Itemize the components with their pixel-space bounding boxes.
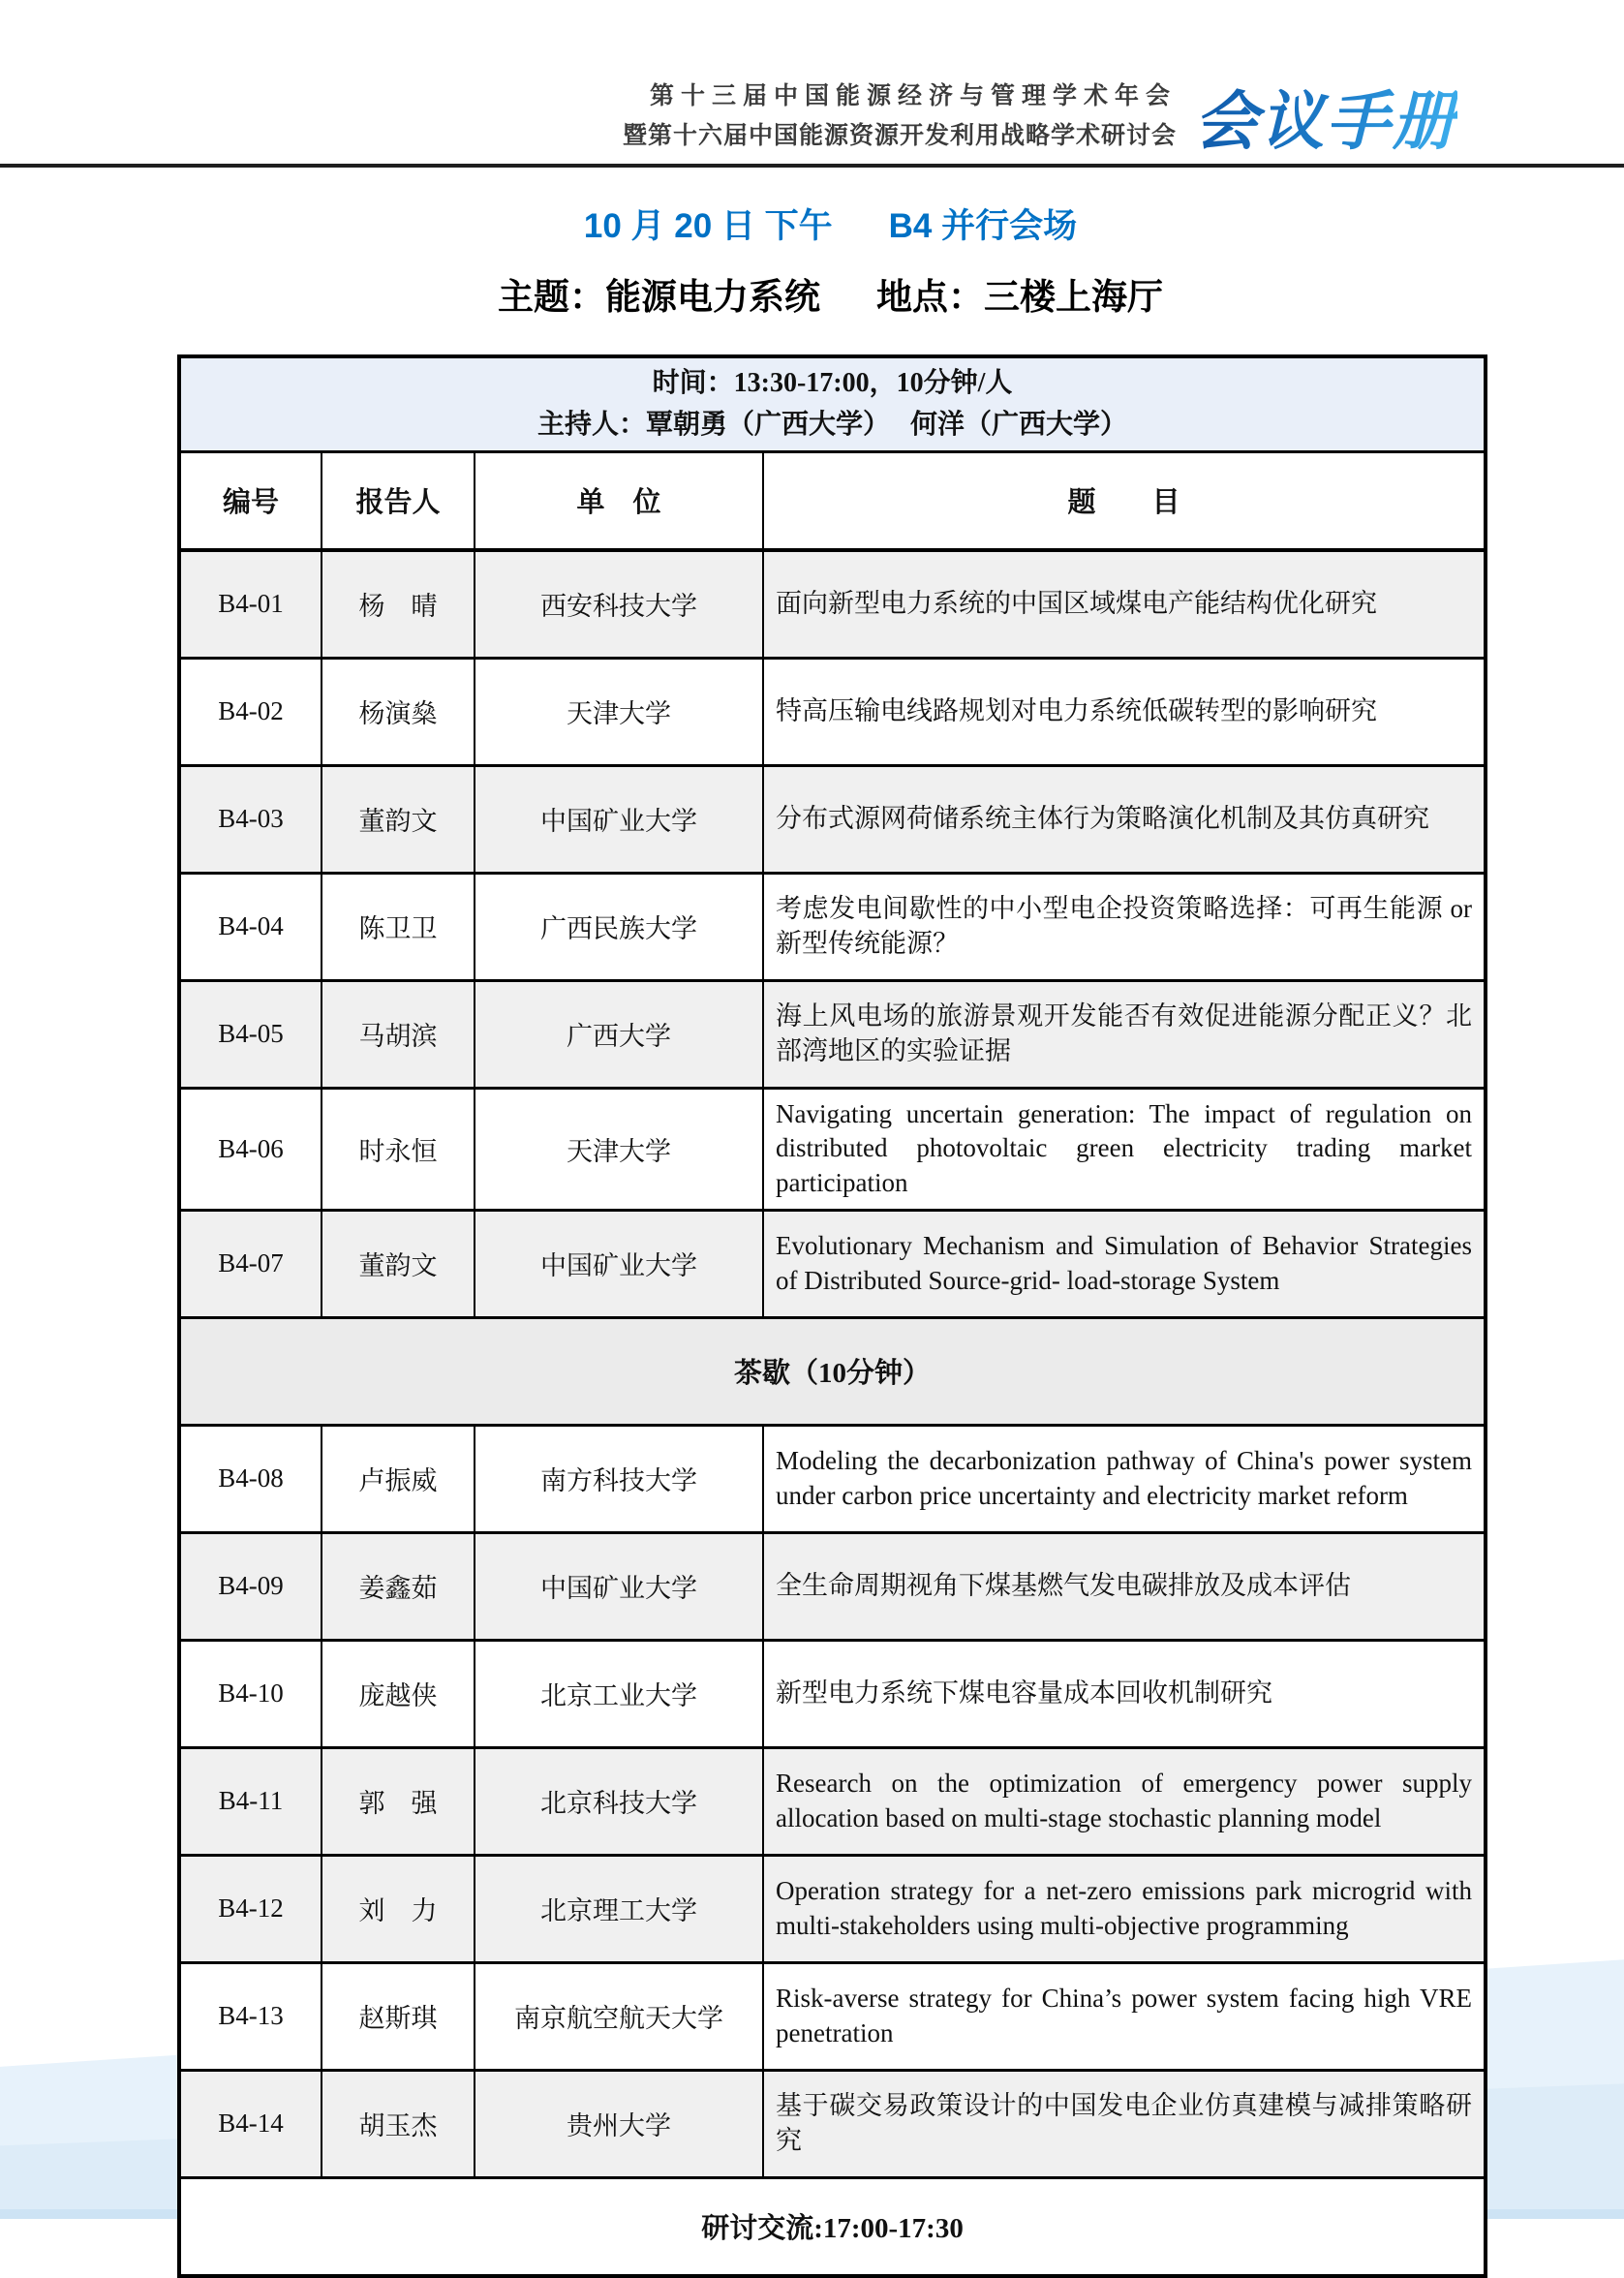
- column-header-presenter: 报告人: [322, 451, 475, 550]
- schedule-table: [177, 354, 1487, 2278]
- affiliation: 中国矿业大学: [475, 765, 763, 873]
- affiliation: 西安科技大学: [475, 550, 763, 659]
- presentation-row: [179, 1640, 1486, 1747]
- affiliation: 广西大学: [475, 980, 763, 1088]
- presentation-row: [179, 658, 1486, 765]
- session-hosts: 主持人：覃朝勇（广西大学） 何洋（广西大学）: [537, 410, 1128, 441]
- presenter-name: 杨演燊: [322, 658, 475, 765]
- presentation-title: 面向新型电力系统的中国区域煤电产能结构优化研究: [763, 550, 1486, 659]
- session-venue: B4 并行会场: [888, 207, 1078, 245]
- presentation-row: [179, 550, 1486, 659]
- affiliation: 中国矿业大学: [475, 1210, 763, 1317]
- masthead: [623, 70, 1457, 162]
- presentation-row: [179, 1532, 1486, 1640]
- presenter-name: 杨 晴: [322, 550, 475, 659]
- presentation-title: Modeling the decarbonization pathway of China's power system under carbon price uncertainty and electricity market reform: [763, 1425, 1486, 1532]
- presenter-name: 胡玉杰: [322, 2070, 475, 2177]
- presentation-title: 基于碳交易政策设计的中国发电企业仿真建模与减排策略研究: [763, 2070, 1486, 2177]
- presentation-row: [179, 1962, 1486, 2070]
- presentation-row: [179, 765, 1486, 873]
- affiliation: 广西民族大学: [475, 873, 763, 980]
- column-header-title: 题 目: [763, 451, 1486, 550]
- conference-title: [623, 77, 1177, 155]
- presentation-title: Risk-averse strategy for China’s power system facing high VRE penetration: [763, 1962, 1486, 2070]
- affiliation: 天津大学: [475, 1088, 763, 1210]
- affiliation: 中国矿业大学: [475, 1532, 763, 1640]
- session-info-cell: [179, 356, 1486, 451]
- presenter-name: 董韵文: [322, 765, 475, 873]
- session-location: 地点：三楼上海厅: [876, 277, 1163, 317]
- presentation-row: [179, 1088, 1486, 1210]
- row-id: B4-01: [179, 550, 322, 659]
- discussion-row: [179, 2177, 1486, 2276]
- session-time: 时间：13:30-17:00，10分钟/人: [652, 368, 1013, 398]
- row-id: B4-08: [179, 1425, 322, 1532]
- column-header-row: [179, 451, 1486, 550]
- presentation-title: 特高压输电线路规划对电力系统低碳转型的影响研究: [763, 658, 1486, 765]
- session-date: 10 月 20 日 下午: [583, 207, 833, 245]
- column-header-affiliation: 单 位: [475, 451, 763, 550]
- tea-break-label: 茶歇（10分钟）: [179, 1317, 1486, 1425]
- row-id: B4-06: [179, 1088, 322, 1210]
- row-id: B4-09: [179, 1532, 322, 1640]
- header-divider: [0, 164, 1624, 168]
- affiliation: 南京航空航天大学: [475, 1962, 763, 2070]
- row-id: B4-02: [179, 658, 322, 765]
- presentation-title: 海上风电场的旅游景观开发能否有效促进能源分配正义？北部湾地区的实验证据: [763, 980, 1486, 1088]
- affiliation: 北京理工大学: [475, 1855, 763, 1962]
- presentation-row: [179, 980, 1486, 1088]
- affiliation: 北京工业大学: [475, 1640, 763, 1747]
- presenter-name: 庞越侠: [322, 1640, 475, 1747]
- presenter-name: 卢振威: [322, 1425, 475, 1532]
- presentation-row: [179, 1210, 1486, 1317]
- presentation-row: [179, 1855, 1486, 1962]
- tea-break-row: [179, 1317, 1486, 1425]
- row-id: B4-04: [179, 873, 322, 980]
- presentation-title: Research on the optimization of emergency power supply allocation based on multi-stage stochastic planning model: [763, 1747, 1486, 1855]
- conference-title-line1: 第十三届中国能源经济与管理学术年会: [649, 82, 1177, 109]
- row-id: B4-13: [179, 1962, 322, 2070]
- row-id: B4-12: [179, 1855, 322, 1962]
- session-topic: 主题：能源电力系统: [498, 277, 820, 317]
- presentation-title: Operation strategy for a net-zero emissions park microgrid with multi-stakeholders using multi-objective programming: [763, 1855, 1486, 1962]
- row-id: B4-05: [179, 980, 322, 1088]
- session-topic-location: [177, 267, 1484, 320]
- affiliation: 北京科技大学: [475, 1747, 763, 1855]
- row-id: B4-11: [179, 1747, 322, 1855]
- presenter-name: 董韵文: [322, 1210, 475, 1317]
- presentation-title: 分布式源网荷储系统主体行为策略演化机制及其仿真研究: [763, 765, 1486, 873]
- affiliation: 南方科技大学: [475, 1425, 763, 1532]
- presentation-row: [179, 1747, 1486, 1855]
- handbook-logo: 会议手册: [1194, 70, 1457, 162]
- presentation-title: 全生命周期视角下煤基燃气发电碳排放及成本评估: [763, 1532, 1486, 1640]
- presenter-name: 郭 强: [322, 1747, 475, 1855]
- presentation-title: 考虑发电间歇性的中小型电企投资策略选择：可再生能源 or 新型传统能源？: [763, 873, 1486, 980]
- presenter-name: 赵斯琪: [322, 1962, 475, 2070]
- row-id: B4-10: [179, 1640, 322, 1747]
- presentation-title: Navigating uncertain generation: The impact of regulation on distributed photovoltaic green electricity trading market participation: [763, 1088, 1486, 1210]
- row-id: B4-14: [179, 2070, 322, 2177]
- presentation-title: 新型电力系统下煤电容量成本回收机制研究: [763, 1640, 1486, 1747]
- presenter-name: 马胡滨: [322, 980, 475, 1088]
- presenter-name: 陈卫卫: [322, 873, 475, 980]
- discussion-label: 研讨交流:17:00-17:30: [179, 2177, 1486, 2276]
- presenter-name: 姜鑫茹: [322, 1532, 475, 1640]
- session-info-row: [179, 356, 1486, 451]
- presentation-row: [179, 873, 1486, 980]
- presentation-row: [179, 1425, 1486, 1532]
- presenter-name: 刘 力: [322, 1855, 475, 1962]
- presenter-name: 时永恒: [322, 1088, 475, 1210]
- presentation-title: Evolutionary Mechanism and Simulation of Behavior Strategies of Distributed Source-grid- load-storage System: [763, 1210, 1486, 1317]
- affiliation: 贵州大学: [475, 2070, 763, 2177]
- affiliation: 天津大学: [475, 658, 763, 765]
- row-id: B4-07: [179, 1210, 322, 1317]
- conference-title-line2: 暨第十六届中国能源资源开发利用战略学术研讨会: [622, 121, 1177, 149]
- column-header-id: 编号: [179, 451, 322, 550]
- session-datetime-venue: [177, 200, 1484, 248]
- presentation-row: [179, 2070, 1486, 2177]
- row-id: B4-03: [179, 765, 322, 873]
